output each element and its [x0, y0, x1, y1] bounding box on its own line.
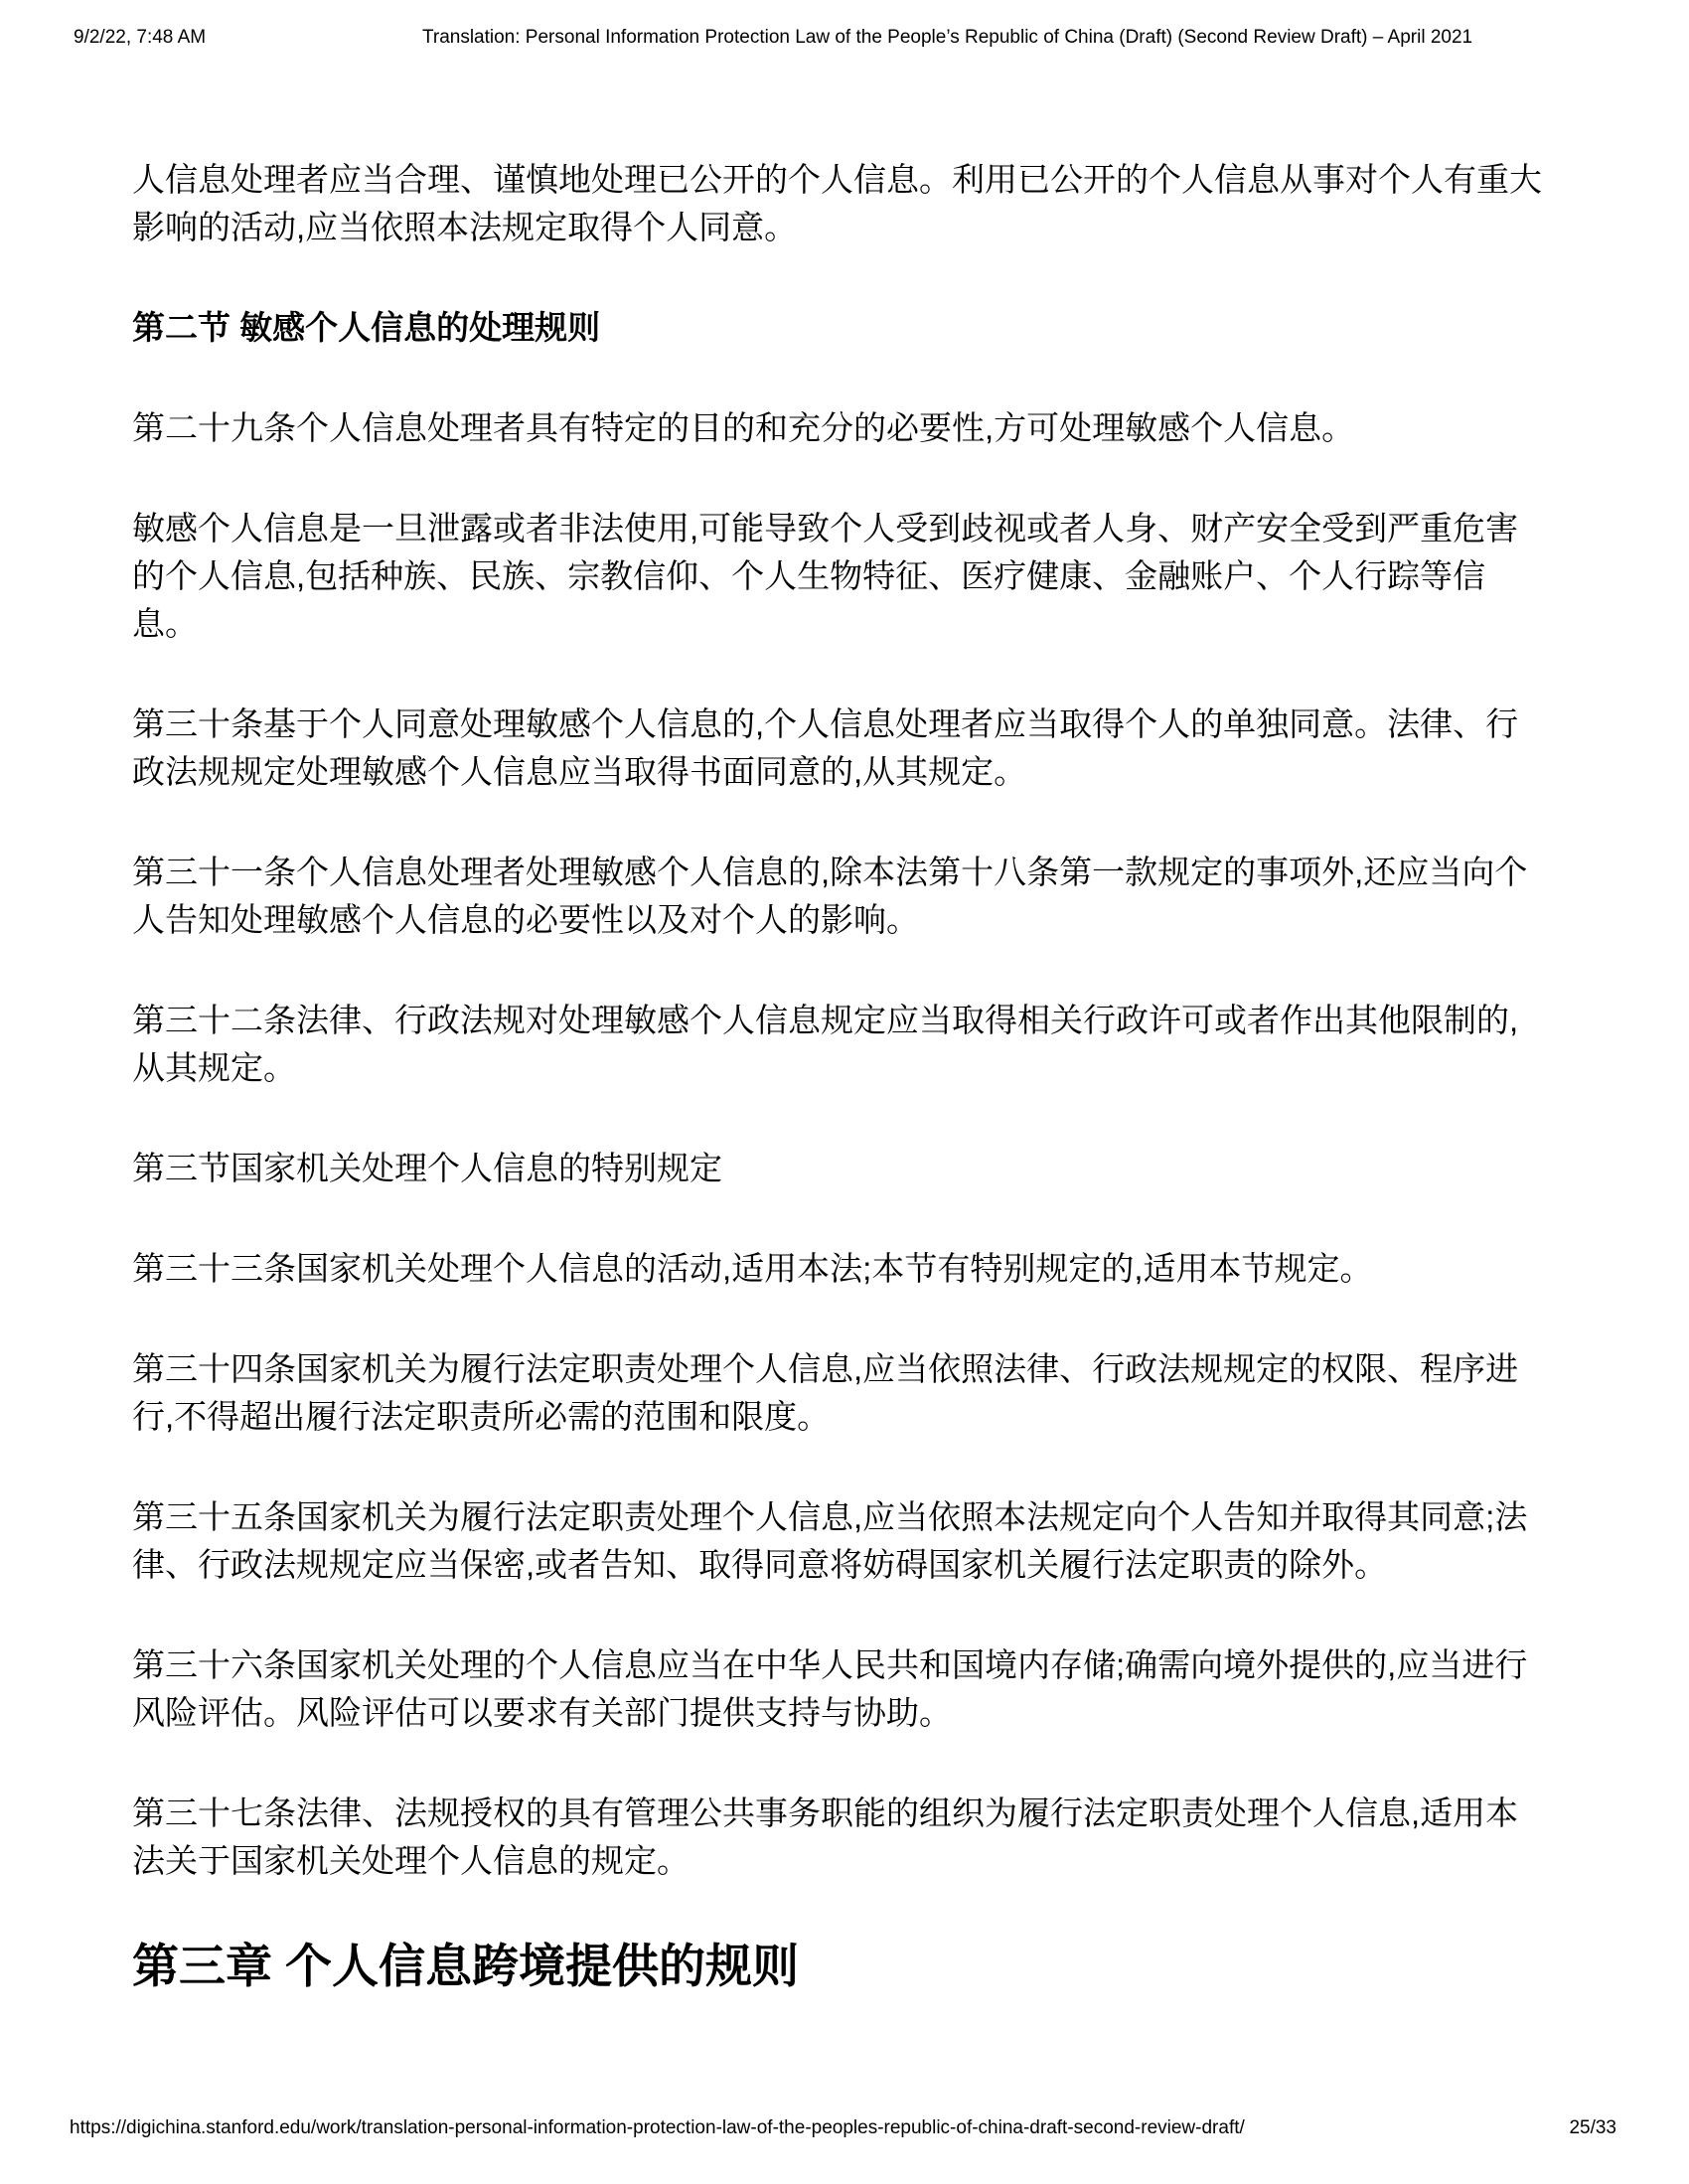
paragraph-article-33: 第三十三条国家机关处理个人信息的活动,适用本法;本节有特别规定的,适用本节规定。 — [132, 1250, 1373, 1287]
print-header — [74, 26, 1619, 49]
paragraph-article-31: 第三十一条个人信息处理者处理敏感个人信息的,除本法第十八条第一款规定的事项外,还应当向个人告知处理敏感个人信息的必要性以及对个人的影响。 — [132, 854, 1528, 938]
print-document-title: Translation: Personal Information Protection Law of the People’s Republic of China (Draft) (Second Review Draft) – April 2021 — [421, 27, 1473, 48]
document-text-blocks — [132, 156, 1547, 1995]
paragraph-article-29: 第二十九条个人信息处理者具有特定的目的和充分的必要性,方可处理敏感个人信息。 — [132, 409, 1355, 446]
paragraph-sensitive-info-definition: 敏感个人信息是一旦泄露或者非法使用,可能导致个人受到歧视或者人身、财产安全受到严重危害的个人信息,包括种族、民族、宗教信仰、个人生物特征、医疗健康、金融账户、个人行踪等信息。 — [132, 510, 1519, 642]
paragraph-article-30: 第三十条基于个人同意处理敏感个人信息的,个人信息处理者应当取得个人的单独同意。法律、行政法规规定处理敏感个人信息应当取得书面同意的,从其规定。 — [132, 705, 1519, 790]
paragraph-article-36: 第三十六条国家机关处理的个人信息应当在中华人民共和国境内存储;确需向境外提供的,应当进行风险评估。风险评估可以要求有关部门提供支持与协助。 — [132, 1646, 1528, 1731]
paragraph-article-35: 第三十五条国家机关为履行法定职责处理个人信息,应当依照本法规定向个人告知并取得其同意;法律、行政法规规定应当保密,或者告知、取得同意将妨碍国家机关履行法定职责的除外。 — [132, 1498, 1528, 1583]
print-footer — [70, 2116, 1616, 2139]
page-number: 25/33 — [1569, 2117, 1616, 2138]
paragraph-article-32: 第三十二条法律、行政法规对处理敏感个人信息规定应当取得相关行政许可或者作出其他限制的,从其规定。 — [132, 1002, 1519, 1086]
print-date-time: 9/2/22, 7:48 AM — [74, 27, 207, 48]
source-url: https://digichina.stanford.edu/work/translation-personal-information-protection-law-of-the-peoples-republic-of-china-draft-second-review-draft/ — [70, 2117, 1245, 2138]
section-heading-sensitive-info-rules: 第二节 敏感个人信息的处理规则 — [132, 309, 601, 346]
chapter-heading-cross-border-rules: 第三章 个人信息跨境提供的规则 — [132, 1940, 800, 1992]
paragraph-article-34: 第三十四条国家机关为履行法定职责处理个人信息,应当依照法律、行政法规规定的权限、程序进行,不得超出履行法定职责所必需的范围和限度。 — [132, 1350, 1519, 1435]
document-body — [132, 156, 1547, 1995]
paragraph-section-heading-state-organs: 第三节国家机关处理个人信息的特别规定 — [132, 1150, 722, 1186]
paragraph-article-37: 第三十七条法律、法规授权的具有管理公共事务职能的组织为履行法定职责处理个人信息,适用本法关于国家机关处理个人信息的规定。 — [132, 1794, 1519, 1879]
paragraph-public-info-continuation: 人信息处理者应当合理、谨慎地处理已公开的个人信息。利用已公开的个人信息从事对个人有重大影响的活动,应当依照本法规定取得个人同意。 — [132, 161, 1542, 245]
